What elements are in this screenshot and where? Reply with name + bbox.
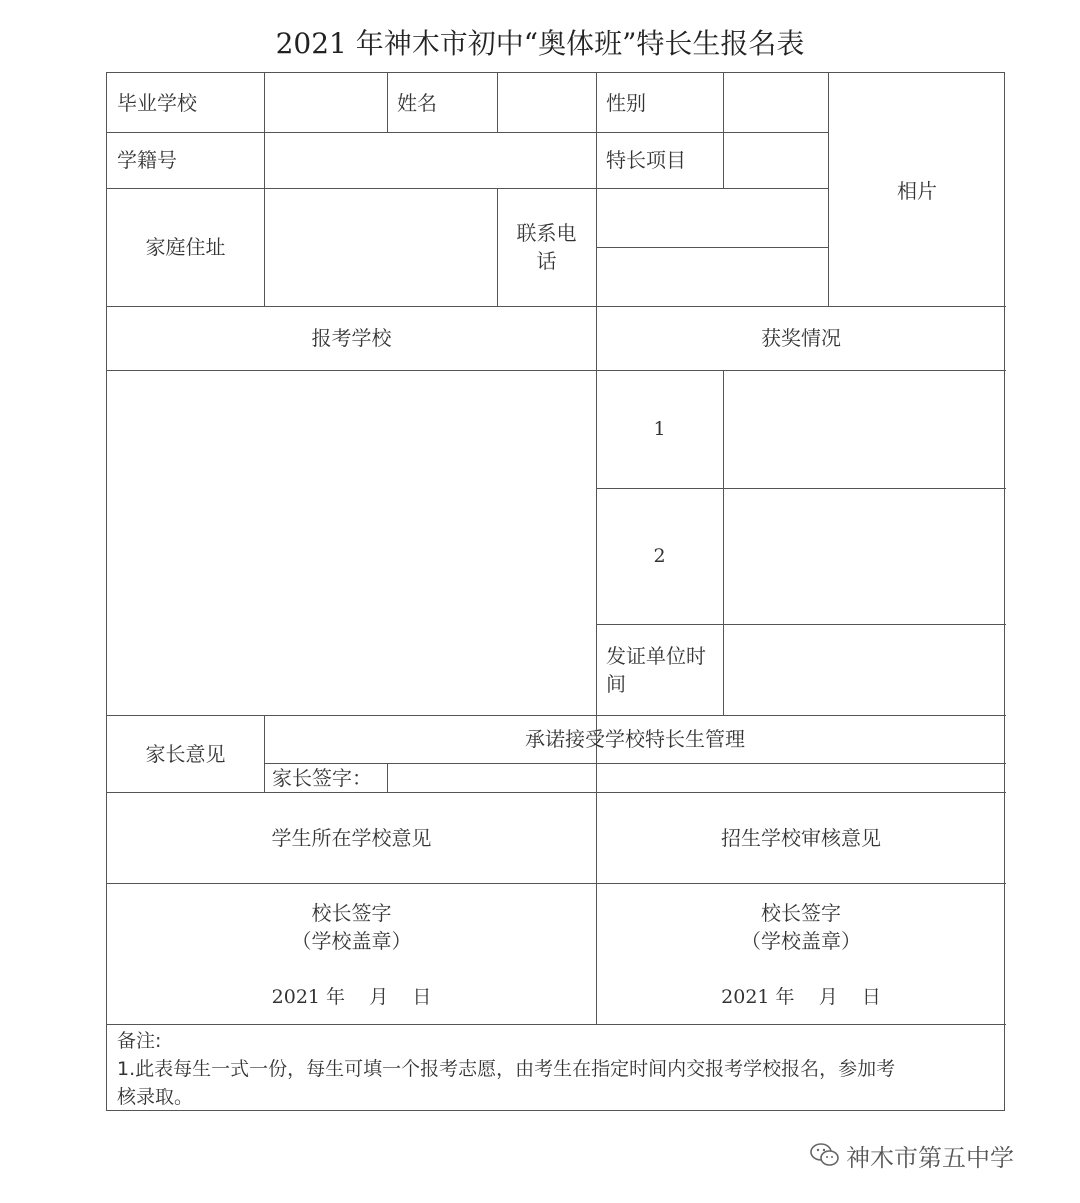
- school-seal-left: （学校盖章）: [291, 929, 412, 953]
- name-field[interactable]: [497, 73, 596, 132]
- principal-signature-right: 校长签字: [761, 901, 841, 925]
- notes-line-2: 核录取。: [117, 1086, 194, 1108]
- row-divider: [107, 883, 1006, 884]
- award-1-field[interactable]: [723, 370, 1006, 488]
- issuer-time-field[interactable]: [723, 624, 1006, 715]
- photo-box[interactable]: 相片: [897, 179, 937, 203]
- parent-signature-label: 家长签字：: [272, 765, 372, 790]
- graduate-school-label: 毕业学校: [117, 90, 197, 115]
- notes-line-1: 1.此表每生一式一份，每生可填一个报考志愿，由考生在指定时间内交报考学校报名，参加考: [117, 1058, 896, 1080]
- phone-label: 联系电话: [516, 221, 577, 273]
- student-id-label: 学籍号: [117, 148, 177, 172]
- name-label: 姓名: [397, 90, 437, 115]
- principal-signature-left: 校长签字: [311, 901, 392, 925]
- student-id-field[interactable]: [264, 132, 596, 188]
- applied-school-header: 报考学校: [311, 326, 392, 350]
- wechat-icon: [810, 1142, 840, 1168]
- date-left: 2021 年 月 日: [271, 986, 432, 1008]
- award-2-field[interactable]: [723, 488, 1006, 624]
- parent-signature-field[interactable]: [387, 763, 1006, 792]
- applied-school-field[interactable]: [107, 370, 596, 715]
- row-divider: [107, 1024, 1006, 1025]
- specialty-field[interactable]: [723, 132, 828, 188]
- form-title: 2021 年神木市初中“奥体班”特长生报名表: [275, 27, 805, 60]
- gender-field[interactable]: [723, 73, 828, 132]
- home-address-field[interactable]: [264, 188, 497, 306]
- current-school-opinion-header: 学生所在学校意见: [271, 825, 432, 850]
- specialty-label: 特长项目: [606, 148, 686, 172]
- date-right: 2021 年 月 日: [721, 986, 881, 1008]
- watermark-text: 神木市第五中学: [846, 1143, 1014, 1172]
- home-address-label: 家庭住址: [145, 235, 226, 259]
- award-1-index: 1: [653, 418, 666, 440]
- school-seal-right: （学校盖章）: [741, 929, 861, 953]
- notes-heading: 备注:: [117, 1030, 162, 1052]
- gender-label: 性别: [606, 90, 646, 115]
- graduate-school-field[interactable]: [264, 73, 387, 132]
- parent-commitment-text: 承诺接受学校特长生管理: [525, 727, 745, 751]
- registration-form: [106, 72, 1005, 1111]
- admission-school-review-header: 招生学校审核意见: [721, 825, 881, 850]
- issuer-time-label: 发证单位时间: [606, 643, 706, 696]
- phone-field-2[interactable]: [596, 247, 828, 306]
- parent-opinion-label: 家长意见: [145, 741, 226, 766]
- awards-header: 获奖情况: [761, 326, 841, 350]
- account-watermark: [810, 1138, 1060, 1172]
- award-2-index: 2: [653, 545, 666, 567]
- phone-field-1[interactable]: [596, 188, 828, 247]
